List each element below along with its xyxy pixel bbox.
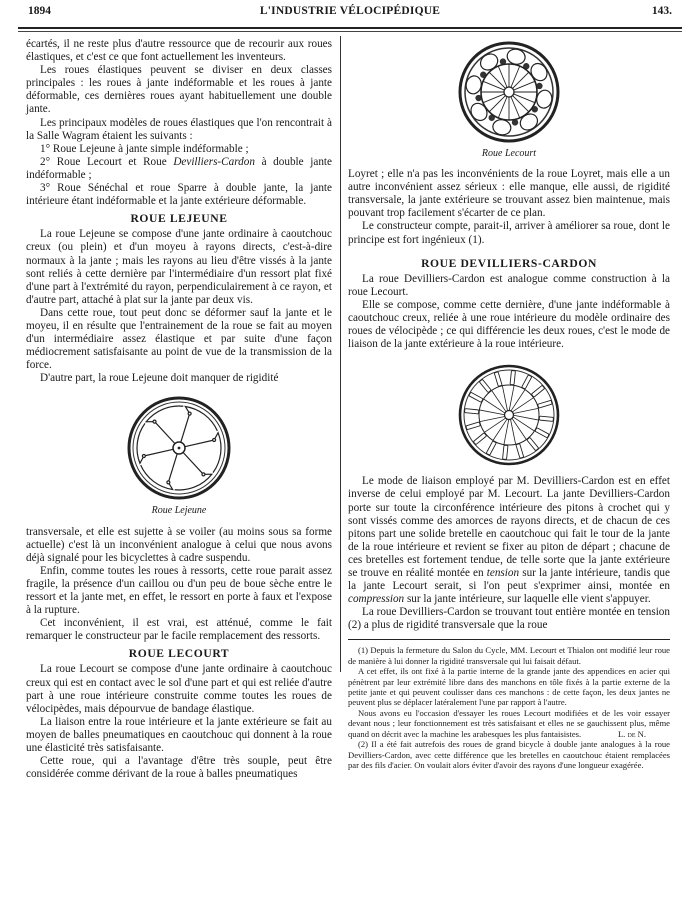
paragraph: D'autre part, la roue Lejeune doit manquer de rigidité: [40, 372, 279, 385]
wheel-spring: [146, 406, 183, 422]
footnotes: [348, 645, 670, 770]
wheel-spoke: [183, 453, 203, 475]
text: 2° Roue Lecourt et Roue: [40, 155, 174, 168]
wheel-spoke: [168, 454, 177, 483]
footnote-2: (2) Il a été fait autrefois des roues de grand bicycle à double jante analogues à la roue Devilliers-Cardon, avec cette différence que les bretelles en caoutchouc étaient remplacées par des fils d'acier. On voulait alors éviter d'avoir des rayons d'une longueur exagérée.: [348, 739, 670, 770]
header-year: 1894: [28, 5, 51, 17]
rubber-strap: [486, 441, 496, 455]
wheel-spoke: [181, 414, 190, 443]
text: sur la jante intérieure, sur laquelle elle vient s'appuyer.: [404, 593, 651, 606]
page-number: 143.: [651, 5, 672, 17]
header-rule-thin: [18, 31, 682, 32]
paragraph: Cet inconvénient, il est vrai, est atténué, comme le fait remarquer le constructeur par le facile remplacement des ressorts.: [26, 617, 332, 643]
wheel-spoke: [155, 422, 175, 444]
rubber-strap: [522, 375, 532, 389]
wheel-spoke: [185, 440, 214, 447]
paragraph: La roue Devilliers-Cardon se trouvant tout entière montée en tension (2) a plus de rigidité transversale que la roue: [348, 606, 670, 632]
header-rule: [18, 27, 682, 29]
section-heading-lejeune: ROUE LEJEUNE: [130, 212, 228, 226]
lecourt-wheel-illustration: [457, 40, 561, 144]
devilliers-cardon-wheel-illustration: [457, 363, 561, 467]
paragraph: Le constructeur compte, parait-il, arriver à améliorer sa roue, dont le principe est fort ingénieux (1).: [348, 220, 670, 246]
spring-mount: [188, 413, 191, 416]
section-heading-devilliers-cardon: ROUE DEVILLIERS-CARDON: [421, 256, 597, 270]
rubber-strap: [535, 428, 549, 438]
rubber-strap: [516, 444, 524, 459]
spring-mount: [153, 421, 156, 424]
rubber-strap: [503, 445, 508, 459]
rubber-strap: [473, 433, 486, 445]
footnote-1: (1) Depuis la fermeture du Salon du Cycle, MM. Lecourt et Thialon ont modifié leur roue de manière à lui donner la rigidité transversale qui lui faisait défaut.: [348, 645, 670, 666]
section-heading-lecourt: ROUE LECOURT: [128, 647, 230, 661]
rubber-strap: [531, 386, 544, 398]
list-item: 3° Roue Sénéchal et roue Sparre à double jante, la jante intérieure étant indéformable et la jante extérieure déformable.: [26, 182, 332, 208]
text: Le mode de liaison employé par M. Devilliers-Cardon est en effet inverse de celui employé par M. Lecourt. La jante Devilliers-Cardon porte sur toute la circonférence intérieure des pitons à crochet qui y sont vissés comme des amorces de rayons directs, et de chacun de ces pitons part une solide bretelle en caoutchouc qui fait le tour de la jante de la roue intérieure et revient se fixer au piton de départ ; chacune de ces bretelles est fortement tendue, de telle sorte que la jante extérieure se trouve en réalité montée en: [348, 475, 670, 579]
paragraph: Enfin, comme toutes les roues à ressorts, cette roue parait assez fragile, la présence d'un caillou ou d'un peu de boue sèche entre le ressort et la jante met, en effet, le ressort en porte à faux et l'expose à la rupture.: [26, 564, 332, 617]
spring-mount: [202, 473, 205, 476]
paragraph: Dans cette roue, tout peut donc se déformer sauf la jante et le moyeu, il en résulte que l'entrainement de la roue se fait au moyen d'un intermédiaire assez élastique et par suite d'une façon médiocrement satisfaisante au point de vue de la transmission de la force.: [26, 306, 332, 372]
rubber-strap: [510, 371, 515, 385]
rubber-strap: [538, 401, 553, 409]
spring-mount: [142, 455, 145, 458]
paragraph: Elle se compose, comme cette dernière, d'une jante indéformable à caoutchouc creux, reliée à une roue intérieure du modèle ordinaire des roues de vélocipède ; ce qui différencie les deux roues, c'est le mode de liaison de la jante extérieure à la roue intérieure.: [348, 298, 670, 351]
left-column: [26, 38, 332, 781]
paragraph: écartés, il ne reste plus d'autre ressource que de recourir aux roues élastiques, et c'est ce que font actuellement les inventeurs.: [26, 38, 332, 64]
rubber-strap: [539, 416, 553, 421]
footnote-1-continued: A cet effet, ils ont fixé à la partie interne de la grande jante des appendices en acier qui pénètrent par leur extrémité libre dans des manchons en tôle fixés à la partie externe de la petite jante et qui peuvent coulisser dans ces manchons : de cette façon, les deux jantes ne peuvent plus se déplacer latéralement l'une par rapport à l'autre.: [348, 666, 670, 708]
rubber-strap: [527, 438, 539, 451]
paragraph: Cette roue, qui a l'avantage d'être très souple, peut être considérée comme dérivant de la roue à balles pneumatiques: [26, 755, 332, 781]
spring-mount: [167, 481, 170, 484]
paragraph: La roue Devilliers-Cardon est analogue comme construction à la roue Lecourt.: [348, 272, 670, 298]
list-item: 1° Roue Lejeune à jante simple indéformable ;: [40, 142, 249, 155]
figure-roue-lejeune: [26, 395, 332, 517]
wheel-spring: [175, 475, 212, 491]
journal-title: L'INDUSTRIE VÉLOCIPÉDIQUE: [259, 5, 441, 17]
paragraph: La roue Lecourt se compose d'une jante ordinaire à caoutchouc creux qui est en contact avec le sol d'une part et qui est reliée d'autre part à une roue intérieure construite comme toutes les roues de vélocipèdes, mais dépourvue de bandage élastique.: [26, 663, 332, 715]
rubber-strap: [469, 393, 483, 403]
italic-text: tension: [486, 566, 520, 579]
paragraph: Les principaux modèles de roues élastiques que l'on rencontrait à la Salle Wagram étaient les suivants :: [26, 116, 332, 142]
figure-roue-devilliers-cardon: [348, 363, 670, 467]
italic-text: compression: [348, 593, 405, 606]
text: Nous avons eu l'occasion d'essayer les roues Lecourt modifiées et de les voir essayer devant nous ; leur fonctionnement est très satisfaisant et elles ne se gauchissent plus, même quand on décrit avec la machine les arabesques les plus fantaisistes.: [348, 707, 670, 739]
text: à double jante indéformable ;: [26, 155, 332, 181]
right-column: [348, 38, 670, 770]
figure-caption: Roue Lejeune: [151, 505, 207, 517]
paragraph: Loyret ; elle n'a pas les inconvénients de la roue Loyret, mais elle a un autre inconvénient assez sérieux : elle manque, elle aussi, de rigidité transversale, la jante extérieure se trouvant assez bien maintenue, mais pouvant trop facilement s'écarter de ce plan.: [348, 168, 670, 220]
list-item: [26, 156, 332, 182]
paragraph: [348, 475, 670, 606]
rubber-strap: [466, 422, 481, 430]
italic-text: Devilliers-Cardon: [173, 155, 255, 168]
lejeune-wheel-illustration: [126, 395, 232, 501]
figure-roue-lecourt: [348, 40, 670, 160]
wheel-spoke: [144, 450, 173, 457]
paragraph: transversale, et elle est sujette à se voiler (au moins sous sa forme actuelle) c'est là un inconvénient analogue à celui que nous avons déjà signalé pour les bicyclettes à cadre suspendu.: [26, 525, 332, 564]
figure-caption: Roue Lecourt: [481, 148, 537, 159]
paragraph: Les roues élastiques peuvent se diviser en deux classes principales : les roues à jante indéformable et les roues à jante déformable, ces dernières roues ayant habituellement une double jante.: [26, 64, 332, 116]
footnote-rule: [348, 639, 670, 640]
rubber-strap: [494, 372, 502, 387]
page-header: [28, 2, 672, 20]
paragraph: La liaison entre la roue intérieure et la jante extérieure se fait au moyen de balles pneumatiques en caoutchouc qui donnent à la roue une élasticité très satisfaisante.: [26, 715, 332, 755]
text: sur la jante intérieure, tandis que la jante Lecourt serait, si l'on peut s'exprimer ainsi, montée en: [348, 566, 670, 593]
paragraph: La roue Lejeune se compose d'une jante ordinaire à caoutchouc creux (ou plein) et d'un moyeu à rayons directs, c'est-à-dire normaux à la jante ; mais les rayons au lieu d'être vissés à la jante sont reliés à cette dernière par l'intermédiaire d'un ressort plat fixé d'une part à l'extrémité du rayon, perpendiculairement à ce rayon, et d'autre part, attaché à plat sur la jante par deux vis.: [26, 228, 332, 306]
footnote-signature: L. de N.: [617, 728, 646, 739]
column-divider: [340, 36, 341, 672]
rubber-strap: [479, 380, 491, 393]
footnote-1-continued: [348, 708, 670, 739]
spring-mount: [213, 439, 216, 442]
rubber-strap: [465, 409, 479, 414]
